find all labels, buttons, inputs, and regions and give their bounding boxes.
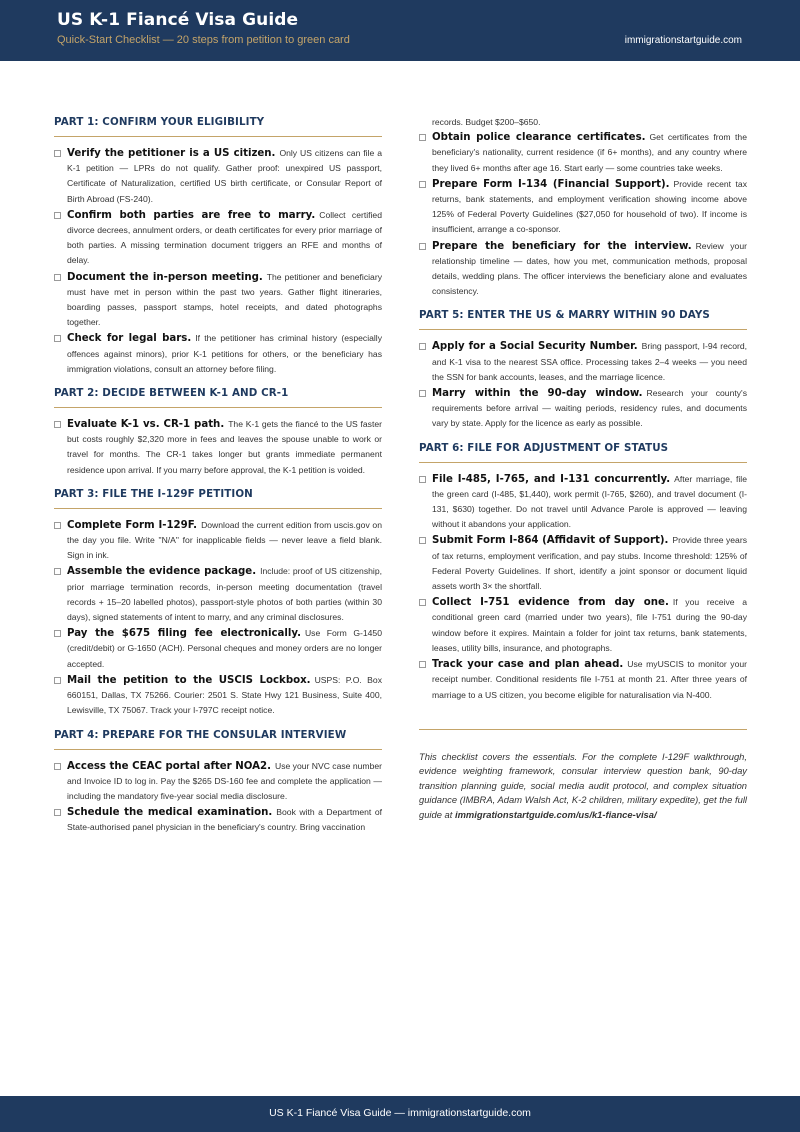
item-title: Check for legal bars. bbox=[67, 333, 192, 345]
item-title: Confirm both parties are free to marry. bbox=[67, 209, 316, 221]
checkbox[interactable] bbox=[419, 537, 426, 544]
checkbox[interactable] bbox=[419, 181, 426, 188]
checkbox[interactable] bbox=[54, 421, 61, 428]
checkbox[interactable] bbox=[54, 522, 61, 529]
checkbox[interactable] bbox=[54, 212, 61, 219]
item-title: File I-485, I-765, and I-131 concurrently. bbox=[432, 473, 671, 485]
item-title: Track your case and plan ahead. bbox=[432, 659, 624, 671]
checklist-item bbox=[419, 472, 747, 533]
item-text: Use Form G-1450 (credit/debit) or G-1650 (ACH). Personal cheques and money orders are no longer accepted. bbox=[67, 628, 382, 669]
item-text: Use myUSCIS to monitor your receipt number. Conditional residents file I-751 at month 21. After three years of marriage to a US citizen, you become eligible for naturalisation via N-400. bbox=[432, 659, 748, 700]
closing-note bbox=[419, 750, 747, 823]
checklist-item bbox=[54, 564, 382, 625]
checkbox[interactable] bbox=[54, 809, 61, 816]
right-column bbox=[419, 116, 747, 823]
closing-text: This checklist covers the essentials. For the complete I-129F walkthrough, evidence weighting framework, consular interview question bank, 90-day transition planning guide, social media audit protocol, and complex situation guidance (IMBRA, Adam Walsh Act, K-2 children, military expedite), get the full guide at bbox=[419, 750, 747, 821]
checkbox[interactable] bbox=[419, 476, 426, 483]
item-text: Get certificates from the beneficiary's nationality, current residence (if 6+ months), and any country where they lived 6+ months after age 16. Start early — some countries take weeks. bbox=[432, 132, 747, 173]
item-title: Prepare Form I-134 (Financial Support). bbox=[432, 178, 670, 190]
item-title: Mail the petition to the USCIS Lockbox. bbox=[67, 674, 311, 686]
item-text: Include: proof of US citizenship, prior marriage termination records, in-person meeting documentation (travel records + 15–20 labelled photos), passport-style photos of both parties (within 30 days), signed statements of intent to marry, and any criminal disclosures. bbox=[67, 566, 382, 623]
checklist-item bbox=[54, 417, 382, 478]
item-title: Collect I-751 evidence from day one. bbox=[432, 597, 669, 609]
page-header bbox=[0, 0, 800, 61]
header-site-link[interactable]: immigrationstartguide.com bbox=[624, 35, 742, 46]
closing-divider bbox=[419, 729, 747, 730]
checklist-item bbox=[419, 533, 747, 594]
checklist bbox=[419, 472, 747, 703]
item-title: Submit Form I-864 (Affidavit of Support). bbox=[432, 535, 669, 547]
item-title: Marry within the 90-day window. bbox=[432, 388, 643, 400]
item-text: USPS: P.O. Box 660151, Dallas, TX 75266. Courier: 2501 S. State Hwy 121 Business, Suite 400, Lewisville, TX 75067. Track your I-797C receipt notice. bbox=[67, 674, 382, 716]
checklist bbox=[419, 339, 747, 431]
item-text: The petitioner and beneficiary must have met in person within the past two years. Gather flight itineraries, boarding passes, passport stamps, hotel receipts, and dated photographs together. bbox=[67, 271, 382, 328]
item-text: Collect certified divorce decrees, annulment orders, or death certificates for every prior marriage of both parties. A missing termination document triggers an RFE and months of delay. bbox=[67, 209, 382, 266]
guide-link[interactable]: immigrationstartguide.com/us/k1-fiance-visa/ bbox=[454, 809, 657, 821]
item-text: If you receive a conditional green card (married under two years), file I-751 during the 90-day window before it expires. Maintain a folder for joint tax returns, bank statements, leases, utility bills, insurance, and photographs. bbox=[432, 597, 747, 653]
item-text: Bring passport, I-94 record, and K-1 visa to the nearest SSA office. Processing takes 2–4 weeks — you need the SSN for bank accounts, leases, and the marriage licence. bbox=[432, 341, 747, 382]
checkbox[interactable] bbox=[54, 150, 61, 157]
item-title: Document the in-person meeting. bbox=[67, 271, 263, 283]
checkbox[interactable] bbox=[54, 677, 61, 684]
checklist-item bbox=[54, 626, 382, 672]
item-title: Access the CEAC portal after NOA2. bbox=[67, 760, 271, 772]
page-title: US K-1 Fiancé Visa Guide bbox=[57, 10, 299, 30]
checklist bbox=[54, 759, 382, 836]
checkbox[interactable] bbox=[419, 243, 426, 250]
part-heading: PART 2: DECIDE BETWEEN K-1 AND CR-1 bbox=[54, 387, 382, 408]
item-title: Complete Form I-129F. bbox=[67, 519, 198, 531]
item-text: Download the current edition from uscis.gov on the day you file. Write "N/A" for inapplicable fields — never leave a field blank. Sign in ink. bbox=[67, 519, 382, 561]
checklist bbox=[54, 146, 382, 377]
part-heading: PART 4: PREPARE FOR THE CONSULAR INTERVIEW bbox=[54, 729, 382, 750]
checkbox[interactable] bbox=[54, 274, 61, 281]
checkbox[interactable] bbox=[54, 335, 61, 342]
part-heading: PART 1: CONFIRM YOUR ELIGIBILITY bbox=[54, 116, 382, 137]
checklist-item bbox=[54, 518, 382, 564]
checkbox[interactable] bbox=[419, 343, 426, 350]
item-text: The K-1 gets the fiancé to the US faster but costs roughly $2,320 more in fees and leaves the spouse unable to work or travel for months. The CR-1 takes longer but grants immediate permanent residence upon arrival. If you marry before approval, the K-1 petition is voided. bbox=[67, 419, 382, 475]
page-footer: US K-1 Fiancé Visa Guide — immigrationstartguide.com bbox=[0, 1096, 800, 1132]
item-text: Only US citizens can file a K-1 petition — LPRs do not qualify. Gather proof: unexpired US passport, Certificate of Naturalization, certified US birth certificate, or Consular Report of Birth Abroad (FS-240). bbox=[67, 148, 382, 204]
item-title: Apply for a Social Security Number. bbox=[432, 341, 638, 353]
checklist-item bbox=[419, 177, 747, 238]
item-text: If the petitioner has criminal history (especially offences against minors), prior K-1 petitions for others, or the beneficiary has immigration violations, consult an attorney before filing. bbox=[67, 333, 382, 374]
checklist bbox=[54, 518, 382, 719]
checklist-item bbox=[419, 657, 747, 703]
checkbox[interactable] bbox=[54, 630, 61, 637]
item-text: Review your relationship timeline — dates, how you met, communication methods, proposal details, wedding plans. The officer interviews the beneficiary alone and evaluates consistency. bbox=[432, 240, 747, 297]
checklist-item bbox=[54, 331, 382, 377]
checklist-item bbox=[419, 130, 747, 176]
checkbox[interactable] bbox=[419, 134, 426, 141]
checkbox[interactable] bbox=[419, 661, 426, 668]
checklist-item bbox=[419, 339, 747, 385]
item-title: Pay the $675 filing fee electronically. bbox=[67, 628, 301, 640]
item-title: Evaluate K-1 vs. CR-1 path. bbox=[67, 419, 225, 431]
checklist-item bbox=[54, 805, 382, 835]
checkbox[interactable] bbox=[419, 599, 426, 606]
item-text: Provide three years of tax returns, employment verification, and pay stubs. Income threshold: 125% of Federal Poverty Guidelines. If short, identify a joint sponsor or document liquid assets worth 3× the shortfall. bbox=[432, 535, 747, 592]
checklist-item bbox=[54, 146, 382, 207]
item-text: Provide recent tax returns, bank statements, and employment verification showing income above 125% of Federal Poverty Guidelines ($27,050 for household of two). If income is insufficient, arrange a co-sponsor. bbox=[432, 178, 747, 235]
checklist bbox=[54, 417, 382, 478]
item-text: After marriage, file the green card (I-485, $1,440), work permit (I-765, $260), and travel document (I-131, $630) together. Do not travel until Advance Parole is approved — leaving without it abandons your application. bbox=[432, 473, 748, 530]
part-heading: PART 6: FILE FOR ADJUSTMENT OF STATUS bbox=[419, 442, 747, 463]
item-title: Schedule the medical examination. bbox=[67, 807, 273, 819]
left-column bbox=[54, 116, 382, 846]
item-text: Use your NVC case number and Invoice ID to log in. Pay the $265 DS-160 fee and complete the application — including the mandatory five-year social media disclosure. bbox=[67, 760, 382, 801]
checklist-item bbox=[419, 386, 747, 432]
item-title: Prepare the beneficiary for the interview. bbox=[432, 240, 692, 252]
item-text: Book with a Department of State-authorised panel physician in the beneficiary's country. Bring vaccination bbox=[67, 807, 382, 833]
item-title: Assemble the evidence package. bbox=[67, 566, 257, 578]
checklist-item bbox=[54, 673, 382, 719]
checkbox[interactable] bbox=[54, 763, 61, 770]
checkbox[interactable] bbox=[419, 390, 426, 397]
part-heading: PART 5: ENTER THE US & MARRY WITHIN 90 DAYS bbox=[419, 309, 747, 330]
checklist-item bbox=[419, 239, 747, 300]
checklist bbox=[419, 130, 747, 299]
checklist-item bbox=[54, 759, 382, 805]
part-heading: PART 3: FILE THE I-129F PETITION bbox=[54, 488, 382, 509]
checklist-item bbox=[54, 270, 382, 331]
page-subtitle: Quick-Start Checklist — 20 steps from petition to green card bbox=[57, 34, 350, 46]
checklist-item bbox=[419, 595, 747, 656]
continued-text: records. Budget $200–$650. bbox=[432, 117, 541, 127]
item-text: Research your county's requirements before arrival — waiting periods, residency rules, and documents vary by state. Apply for the licence as early as possible. bbox=[432, 388, 747, 429]
item-title: Obtain police clearance certificates. bbox=[432, 132, 646, 144]
checkbox[interactable] bbox=[54, 568, 61, 575]
checklist-item bbox=[54, 208, 382, 269]
item-title: Verify the petitioner is a US citizen. bbox=[67, 148, 276, 159]
